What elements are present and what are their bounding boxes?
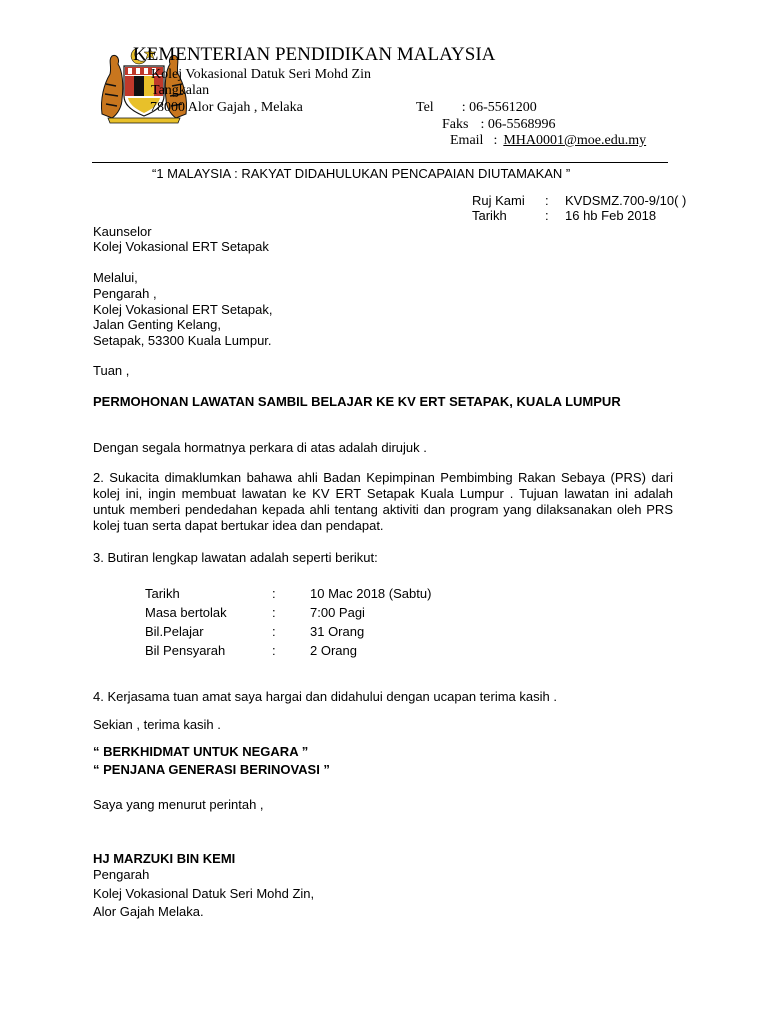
- date-label: Tarikh: [472, 208, 507, 223]
- signatory-name: HJ MARZUKI BIN KEMI: [93, 851, 236, 866]
- via-line-1: Melalui,: [93, 270, 138, 285]
- tel-label: Tel: [416, 100, 434, 115]
- detail-value-lecturers: 2 Orang: [310, 643, 357, 658]
- email-label: Email: [450, 133, 484, 148]
- body-paragraph-3: 3. Butiran lengkap lawatan adalah seperti berikut:: [93, 550, 378, 565]
- via-line-3: Kolej Vokasional ERT Setapak,: [93, 302, 273, 317]
- recipient-line-2: Kolej Vokasional ERT Setapak: [93, 239, 269, 254]
- body-paragraph-1: Dengan segala hormatnya perkara di atas adalah dirujuk .: [93, 440, 427, 455]
- ministry-title: KEMENTERIAN PENDIDIKAN MALAYSIA: [133, 44, 496, 65]
- detail-label-departure: Masa bertolak: [145, 605, 227, 620]
- ref-value: KVDSMZ.700-9/10( ): [565, 193, 687, 208]
- detail-label-date: Tarikh: [145, 586, 180, 601]
- tel-line: [416, 100, 537, 116]
- slogan-line-1: “ BERKHIDMAT UNTUK NEGARA ”: [93, 744, 309, 759]
- ref-colon: :: [545, 193, 549, 208]
- detail-label-students: Bil.Pelajar: [145, 624, 204, 639]
- signoff-line: Saya yang menurut perintah ,: [93, 797, 264, 812]
- email-line: [450, 133, 646, 149]
- date-colon: :: [545, 208, 549, 223]
- detail-colon: :: [272, 643, 276, 658]
- motto: “1 MALAYSIA : RAKYAT DIDAHULUKAN PENCAPAIAN DIUTAMAKAN ”: [152, 166, 571, 181]
- detail-colon: :: [272, 586, 276, 601]
- body-paragraph-4: 4. Kerjasama tuan amat saya hargai dan didahului dengan ucapan terima kasih .: [93, 689, 557, 704]
- letter-subject: PERMOHONAN LAWATAN SAMBIL BELAJAR KE KV ERT SETAPAK, KUALA LUMPUR: [93, 394, 621, 409]
- recipient-line-1: Kaunselor: [93, 224, 152, 239]
- detail-value-students: 31 Orang: [310, 624, 365, 639]
- signatory-place: Alor Gajah Melaka.: [93, 904, 204, 919]
- signatory-title: Pengarah: [93, 867, 150, 882]
- detail-value-date: 10 Mac 2018 (Sabtu): [310, 586, 432, 601]
- date-value: 16 hb Feb 2018: [565, 208, 657, 223]
- via-line-5: Setapak, 53300 Kuala Lumpur.: [93, 333, 272, 348]
- ref-label: Ruj Kami: [472, 193, 525, 208]
- address-line-3: 78000 Alor Gajah , Melaka: [150, 100, 303, 115]
- body-paragraph-2: 2. Sukacita dimaklumkan bahawa ahli Badan Kepimpinan Pembimbing Rakan Sebaya (PRS) dari kolej ini, ingin membuat lawatan ke KV ERT Setapak Kuala Lumpur . Tujuan lawatan ini adalah untuk memberi pendedahan kepada ahli tentang aktiviti dan program yang dilaksanakan oleh PRS kolej tuan serta dapat bertukar idea dan pendapat.: [93, 470, 673, 533]
- faks-value: : 06-5568996: [480, 117, 556, 132]
- salutation: Tuan ,: [93, 363, 130, 378]
- faks-label: Faks: [442, 117, 469, 132]
- detail-label-lecturers: Bil Pensyarah: [145, 643, 226, 658]
- tel-value: : 06-5561200: [461, 100, 537, 115]
- detail-colon: :: [272, 605, 276, 620]
- signatory-org: Kolej Vokasional Datuk Seri Mohd Zin,: [93, 886, 315, 901]
- address-line-1: Kolej Vokasional Datuk Seri Mohd Zin: [151, 67, 371, 82]
- detail-colon: :: [272, 624, 276, 639]
- detail-value-departure: 7:00 Pagi: [310, 605, 365, 620]
- address-line-2: Tangkalan: [151, 83, 210, 98]
- header-divider: [92, 162, 668, 163]
- faks-line: [442, 117, 556, 133]
- via-line-4: Jalan Genting Kelang,: [93, 317, 221, 332]
- email-link[interactable]: MHA0001@moe.edu.my: [503, 133, 647, 148]
- closing-line: Sekian , terima kasih .: [93, 717, 221, 732]
- via-line-2: Pengarah ,: [93, 286, 157, 301]
- email-colon: :: [493, 133, 498, 148]
- slogan-line-2: “ PENJANA GENERASI BERINOVASI ”: [93, 762, 330, 777]
